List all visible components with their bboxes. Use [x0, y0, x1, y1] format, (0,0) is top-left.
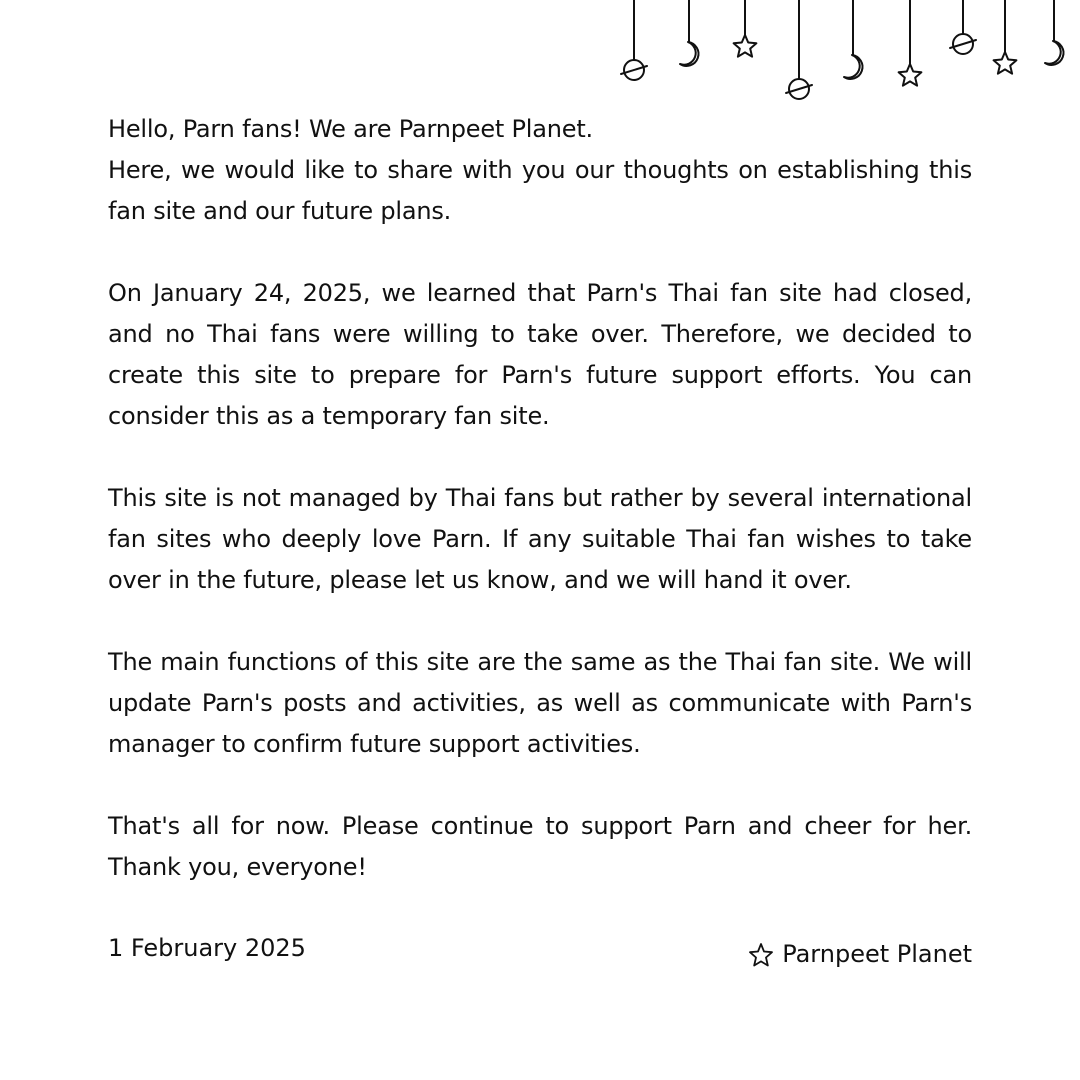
site-closure-paragraph: On January 24, 2025, we learned that Parn's Thai fan site had closed, and no Thai fans were willing to take over. Therefore, we decided to create this site to prepare for Parn's future support efforts. You can consider this as a temporary fan site.	[108, 279, 972, 430]
hanging-moon-icon	[844, 0, 862, 79]
intro-text: Here, we would like to share with you our thoughts on establishing this fan site and our future plans.	[108, 156, 972, 225]
signature	[748, 934, 972, 975]
closing-paragraph: That's all for now. Please continue to support Parn and cheer for her. Thank you, everyone!	[108, 812, 972, 881]
hanging-star-icon	[734, 0, 757, 57]
hanging-planet-icon	[950, 0, 976, 54]
letter-date: 1 February 2025	[108, 934, 306, 962]
greeting-text: Hello, Parn fans! We are Parnpeet Planet.	[108, 115, 593, 143]
hanging-ornaments	[600, 0, 1080, 110]
functions-paragraph: The main functions of this site are the same as the Thai fan site. We will update Parn's posts and activities, as well as communicate with Parn's manager to confirm future support activities.	[108, 648, 972, 758]
hanging-moon-icon	[1045, 0, 1063, 65]
opening-paragraph	[108, 109, 972, 232]
signature-name: Parnpeet Planet	[782, 940, 972, 968]
letter-footer	[108, 928, 972, 972]
letter-body	[108, 109, 972, 929]
hanging-planet-icon	[786, 0, 812, 99]
hanging-moon-icon	[680, 0, 698, 66]
hanging-planet-icon	[621, 0, 647, 80]
hanging-star-icon	[899, 0, 922, 86]
hanging-star-icon	[994, 0, 1017, 74]
star-outline-icon	[748, 942, 774, 968]
management-paragraph: This site is not managed by Thai fans but rather by several international fan sites who deeply love Parn. If any suitable Thai fan wishes to take over in the future, please let us know, and we will hand it over.	[108, 484, 972, 594]
